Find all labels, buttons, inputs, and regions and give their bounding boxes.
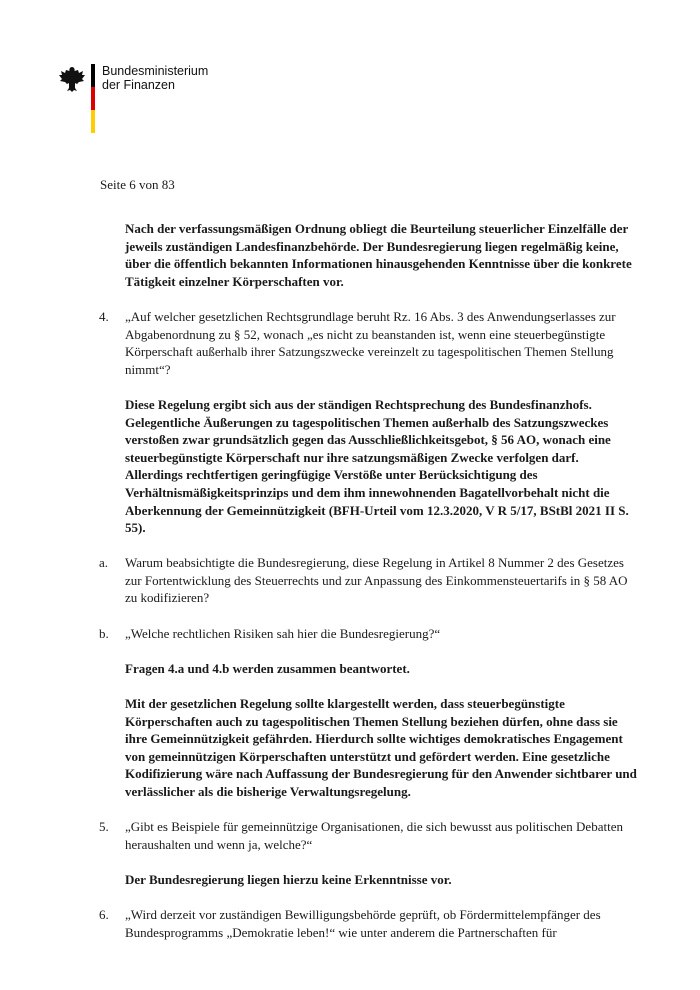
question-4b xyxy=(99,625,639,643)
answer-intro: Fragen 4.a und 4.b werden zusammen beantwortet. xyxy=(125,660,410,676)
ministry-name-line2: der Finanzen xyxy=(102,78,175,92)
document-body xyxy=(99,220,639,941)
question-4a xyxy=(99,554,639,607)
question-number: 6. xyxy=(99,907,109,923)
answer-5: Der Bundesregierung liegen hierzu keine Erkenntnisse vor. xyxy=(125,871,452,887)
question-number: a. xyxy=(99,555,109,571)
question-text: „Wird derzeit vor zuständigen Bewilligungsbehörde geprüft, ob Fördermittelempfänger des Bundesprogramms „Demokratie leben!“ wie unter anderem die Partnerschaften für xyxy=(125,907,601,940)
german-flag-bar xyxy=(91,64,95,133)
question-text: „Auf welcher gesetzlichen Rechtsgrundlage beruht Rz. 16 Abs. 3 des Anwendungserlasses zur Abgabenordnung zu § 52, wonach „es nicht zu beanstanden ist, wenn eine steuerbegünstigte Körperschaft außerhalb ihrer Satzungszwecke vereinzelt zu tagespolitischen Themen Stellung nimmt“? xyxy=(125,308,616,377)
ministry-name xyxy=(102,64,208,92)
answer-4ab: Mit der gesetzlichen Regelung sollte klargestellt werden, dass steuerbegünstigte Körperschaften auch zu tagespolitischen Themen Stellung beziehen dürfen, ohne dass sie ihre Gemeinnützigkeit gefährden. Hierdurch sollte wichtiges demokratisches Engagement von gemeinnützigen Körperschaften unterstützt und gefördert werden. Eine gesetzliche Kodifizierung wäre nach Auffassung der Bundesregierung für den Anwender sichtbarer und verlässlicher als die bisherige Verwaltungsregelung. xyxy=(125,696,637,799)
question-6 xyxy=(99,906,639,941)
question-text: „Welche rechtlichen Risiken sah hier die Bundesregierung?“ xyxy=(125,625,441,641)
question-5 xyxy=(99,818,639,853)
question-text: „Gibt es Beispiele für gemeinnützige Organisationen, die sich bewusst aus politischen Debatten heraushalten und wenn ja, welche?“ xyxy=(125,819,623,852)
question-4 xyxy=(99,308,639,378)
question-number: 5. xyxy=(99,819,109,835)
question-number: 4. xyxy=(99,308,109,324)
question-text: Warum beabsichtigte die Bundesregierung, diese Regelung in Artikel 8 Nummer 2 des Gesetzes zur Fortentwicklung des Steuerrechts und zur Anpassung des Einkommensteuertarifs in § 58 AO zu kodifizieren? xyxy=(125,555,628,606)
ministry-name-line1: Bundesministerium xyxy=(102,64,209,78)
question-number: b. xyxy=(99,625,109,641)
federal-eagle-icon xyxy=(57,64,87,94)
page-number: Seite 6 von 83 xyxy=(100,177,175,192)
answer-paragraph-1: Nach der verfassungsmäßigen Ordnung obliegt die Beurteilung steuerlicher Einzelfälle der jeweils zuständigen Landesfinanzbehörde. Der Bundesregierung liegen regelmäßig keine, über die öffentlich bekannten Informationen hinausgehenden Kenntnisse über die konkrete Tätigkeit einzelner Körperschaften vor. xyxy=(125,221,632,289)
answer-4: Diese Regelung ergibt sich aus der ständigen Rechtsprechung des Bundesfinanzhofs. Gelegentliche Äußerungen zu tagespolitischen Themen außerhalb des Satzungszweckes verstoßen zwar grundsätzlich gegen das Ausschließlichkeitsgebot, § 56 AO, wonach eine steuerbegünstigte Körperschaft nur ihre satzungsmäßigen Zwecke verfolgen darf. Allerdings rechtfertigen geringfügige Verstöße unter Berücksichtigung des Verhältnismäßigkeitsprinzips und dem ihm innewohnenden Bagatellvorbehalt nicht die Aberkennung der Gemeinnützigkeit (BFH-Urteil vom 12.3.2020, V R 5/17, BStBl 2021 II S. 55). xyxy=(125,396,629,536)
